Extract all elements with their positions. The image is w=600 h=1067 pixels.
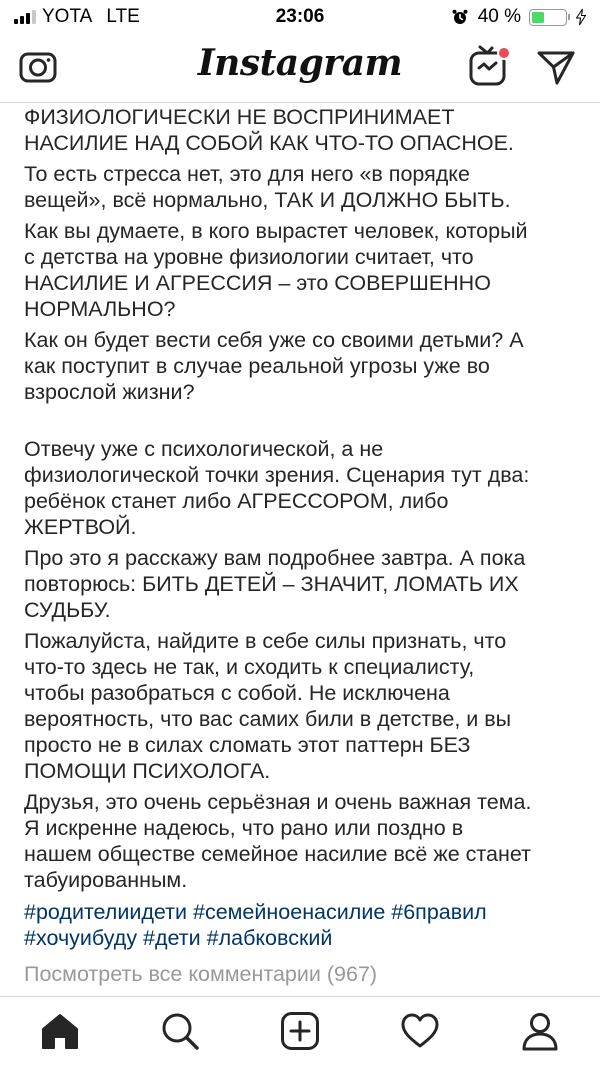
igtv-icon[interactable] — [468, 44, 514, 88]
network-type: LTE — [106, 6, 140, 27]
status-bar — [0, 0, 600, 34]
caption-paragraph: Друзья, это очень серьёзная и очень важная тема. Я искренне надеюсь, что рано или поздно в нашем обществе семейное насилие всё же станет табуированным. — [24, 790, 532, 892]
caption-paragraph: ФИЗИОЛОГИЧЕСКИ НЕ ВОСПРИНИМАЕТ НАСИЛИЕ НАД СОБОЙ КАК ЧТО-ТО ОПАСНОЕ. — [24, 105, 514, 155]
view-all-comments-link[interactable]: Посмотреть все комментарии (967) — [24, 962, 378, 986]
tab-bar — [0, 996, 600, 1067]
tab-home[interactable] — [40, 1011, 80, 1051]
activity-heart-icon[interactable] — [400, 1011, 440, 1051]
battery-fill — [532, 12, 544, 23]
clock: 23:06 — [275, 6, 325, 27]
caption-paragraph: Отвечу уже с психологической, а не физиологической точки зрения. Сценария тут два: ребёнок станет либо АГРЕССОРОМ, либо ЖЕРТВОЙ. — [24, 437, 530, 539]
carrier-name: YOTA — [42, 6, 93, 27]
charging-bolt-icon — [576, 9, 586, 25]
tab-search[interactable] — [160, 1011, 200, 1051]
notification-dot — [498, 47, 510, 59]
tab-new-post[interactable] — [280, 1011, 320, 1051]
caption-paragraph: Как он будет вести себя уже со своими детьми? А как поступит в случае реальной угрозы уже во взрослой жизни? — [24, 328, 524, 404]
battery-icon — [529, 9, 567, 26]
post-caption — [24, 104, 580, 987]
caption-paragraph: Пожалуйста, найдите в себе силы признать, что что-то здесь не так, и сходить к специалисту, чтобы разобраться с собой. Не исключена вероятность, что вас самих били в детстве, и вы просто не в силах сломать этот паттерн БЕЗ ПОМОЩИ ПСИХОЛОГА. — [24, 629, 512, 783]
hashtags[interactable]: #родителиидети #семейноенасилие #6правил #хочуибуду #дети #лабковский — [24, 900, 487, 950]
home-icon[interactable] — [40, 1011, 80, 1051]
caption-paragraph: То есть стресса нет, это для него «в порядке вещей», всё нормально, ТАК И ДОЛЖНО БЫТЬ. — [24, 162, 511, 212]
battery-percent: 40 % — [477, 6, 521, 27]
battery-cap — [568, 14, 570, 20]
caption-paragraph: Про это я расскажу вам подробнее завтра. А пока повторюсь: БИТЬ ДЕТЕЙ – ЗНАЧИТ, ЛОМАТЬ ИХ СУДЬБУ. — [24, 546, 526, 622]
profile-icon[interactable] — [520, 1011, 560, 1051]
new-post-icon[interactable] — [280, 1011, 320, 1051]
alarm-clock-icon — [452, 9, 468, 25]
send-icon[interactable] — [536, 48, 576, 86]
app-header — [0, 34, 600, 103]
tab-activity[interactable] — [400, 1011, 440, 1051]
status-right — [452, 6, 586, 28]
tab-profile[interactable] — [520, 1011, 560, 1051]
instagram-logo: Instagram — [197, 42, 403, 84]
search-icon[interactable] — [160, 1011, 200, 1051]
caption-paragraph: Как вы думаете, в кого вырастет человек, который с детства на уровне физиологии считает, что НАСИЛИЕ И АГРЕССИЯ – это СОВЕРШЕННО НОРМАЛЬНО? — [24, 219, 528, 321]
